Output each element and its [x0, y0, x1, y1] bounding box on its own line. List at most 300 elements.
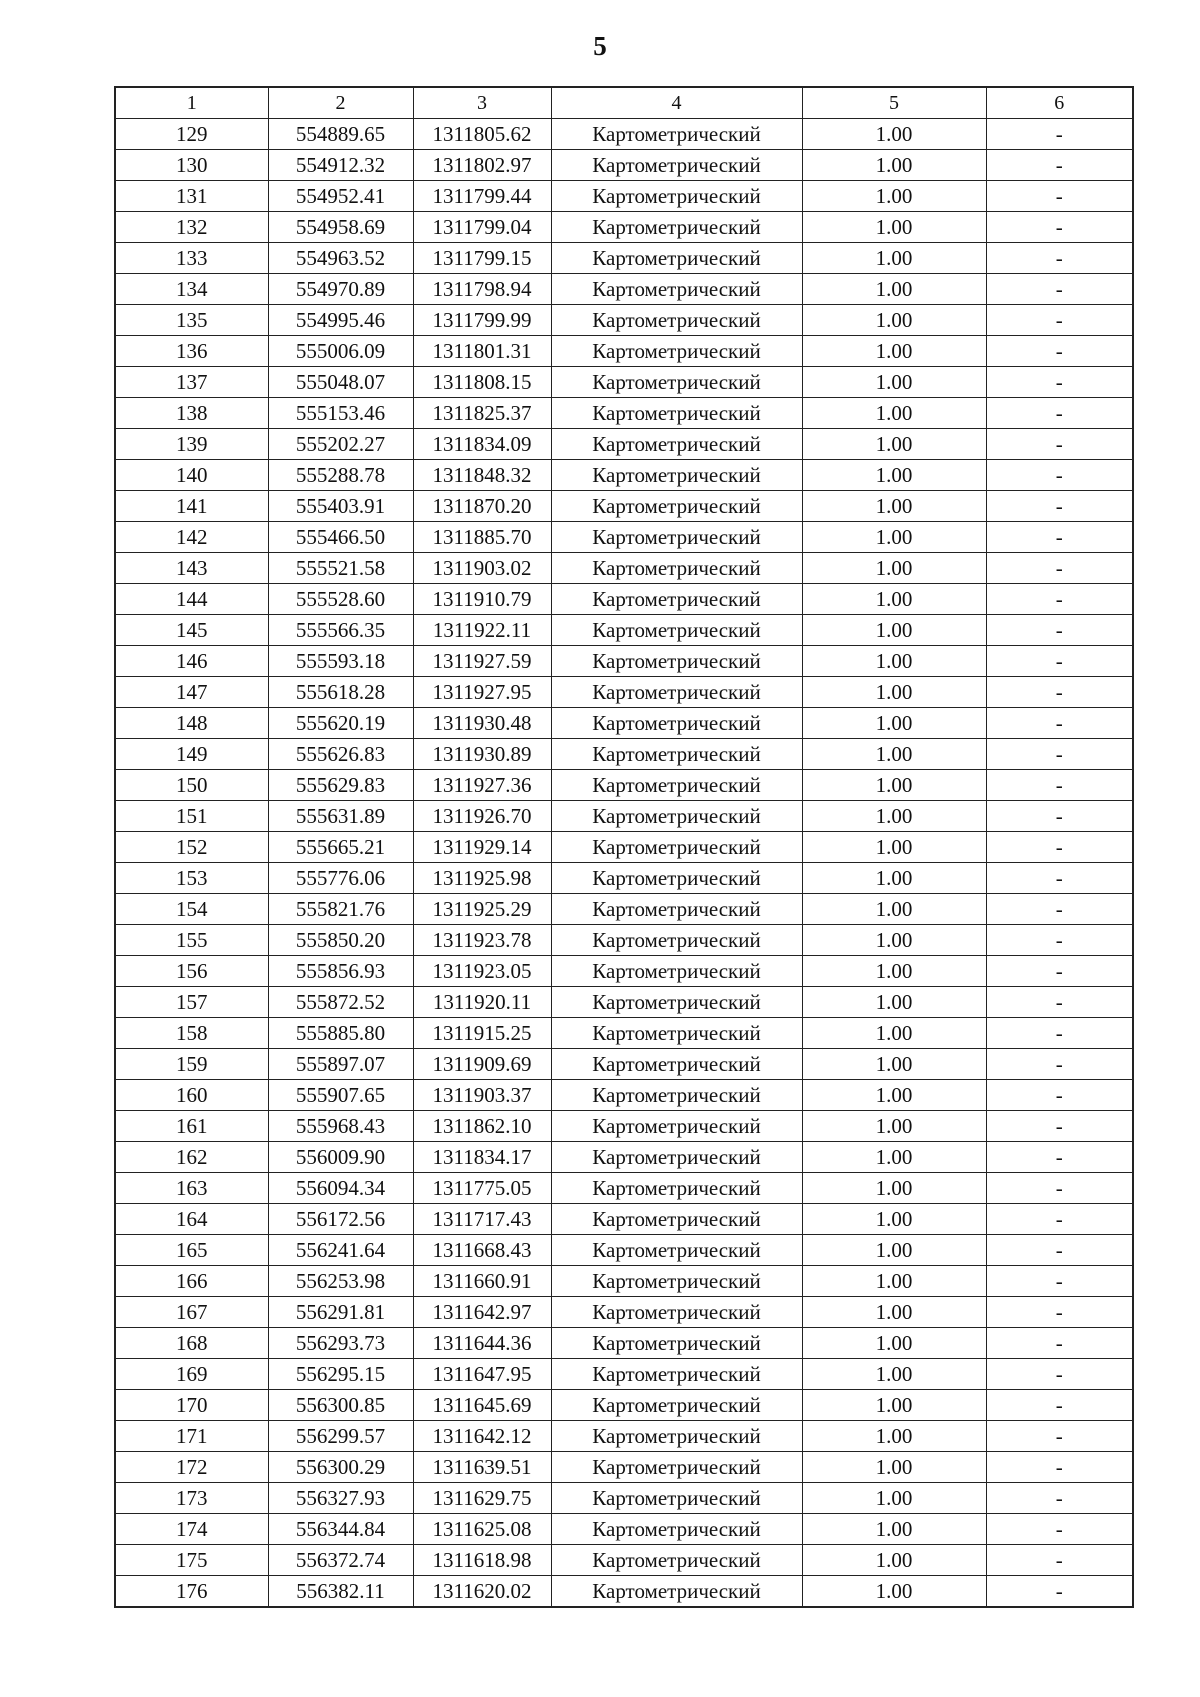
y-coordinate-cell: 1311799.44 [413, 181, 551, 212]
point-number-cell: 152 [115, 832, 268, 863]
accuracy-cell: 1.00 [802, 987, 986, 1018]
method-cell: Картометрический [551, 646, 802, 677]
method-cell: Картометрический [551, 1204, 802, 1235]
description-cell: - [986, 770, 1133, 801]
point-number-cell: 132 [115, 212, 268, 243]
description-cell: - [986, 1297, 1133, 1328]
method-cell: Картометрический [551, 615, 802, 646]
header-row [115, 87, 1133, 119]
table-row [115, 460, 1133, 491]
y-coordinate-cell: 1311660.91 [413, 1266, 551, 1297]
accuracy-cell: 1.00 [802, 1359, 986, 1390]
table-row [115, 1452, 1133, 1483]
table-header [115, 87, 1133, 119]
table-row [115, 1111, 1133, 1142]
y-coordinate-cell: 1311922.11 [413, 615, 551, 646]
description-cell: - [986, 1483, 1133, 1514]
table-row [115, 1142, 1133, 1173]
table-row [115, 615, 1133, 646]
description-cell: - [986, 1266, 1133, 1297]
table-row [115, 801, 1133, 832]
point-number-cell: 173 [115, 1483, 268, 1514]
table-row [115, 212, 1133, 243]
x-coordinate-cell: 556327.93 [268, 1483, 413, 1514]
x-coordinate-cell: 555620.19 [268, 708, 413, 739]
y-coordinate-cell: 1311834.09 [413, 429, 551, 460]
column-header-5: 5 [802, 87, 986, 119]
table-row [115, 925, 1133, 956]
accuracy-cell: 1.00 [802, 956, 986, 987]
x-coordinate-cell: 555631.89 [268, 801, 413, 832]
table-row [115, 1080, 1133, 1111]
description-cell: - [986, 925, 1133, 956]
point-number-cell: 129 [115, 119, 268, 150]
x-coordinate-cell: 555629.83 [268, 770, 413, 801]
description-cell: - [986, 801, 1133, 832]
point-number-cell: 156 [115, 956, 268, 987]
y-coordinate-cell: 1311834.17 [413, 1142, 551, 1173]
y-coordinate-cell: 1311647.95 [413, 1359, 551, 1390]
y-coordinate-cell: 1311927.95 [413, 677, 551, 708]
y-coordinate-cell: 1311910.79 [413, 584, 551, 615]
point-number-cell: 139 [115, 429, 268, 460]
table-row [115, 336, 1133, 367]
description-cell: - [986, 398, 1133, 429]
accuracy-cell: 1.00 [802, 553, 986, 584]
table-row [115, 646, 1133, 677]
accuracy-cell: 1.00 [802, 1390, 986, 1421]
accuracy-cell: 1.00 [802, 801, 986, 832]
y-coordinate-cell: 1311923.05 [413, 956, 551, 987]
method-cell: Картометрический [551, 274, 802, 305]
description-cell: - [986, 1328, 1133, 1359]
point-number-cell: 168 [115, 1328, 268, 1359]
x-coordinate-cell: 556009.90 [268, 1142, 413, 1173]
y-coordinate-cell: 1311775.05 [413, 1173, 551, 1204]
x-coordinate-cell: 555566.35 [268, 615, 413, 646]
point-number-cell: 169 [115, 1359, 268, 1390]
method-cell: Картометрический [551, 863, 802, 894]
table-row [115, 1390, 1133, 1421]
x-coordinate-cell: 554970.89 [268, 274, 413, 305]
description-cell: - [986, 119, 1133, 150]
x-coordinate-cell: 556291.81 [268, 1297, 413, 1328]
x-coordinate-cell: 555897.07 [268, 1049, 413, 1080]
point-number-cell: 146 [115, 646, 268, 677]
table-row [115, 367, 1133, 398]
description-cell: - [986, 677, 1133, 708]
accuracy-cell: 1.00 [802, 894, 986, 925]
point-number-cell: 133 [115, 243, 268, 274]
description-cell: - [986, 212, 1133, 243]
y-coordinate-cell: 1311920.11 [413, 987, 551, 1018]
table-row [115, 274, 1133, 305]
description-cell: - [986, 1018, 1133, 1049]
description-cell: - [986, 1111, 1133, 1142]
y-coordinate-cell: 1311639.51 [413, 1452, 551, 1483]
column-header-4: 4 [551, 87, 802, 119]
description-cell: - [986, 429, 1133, 460]
y-coordinate-cell: 1311798.94 [413, 274, 551, 305]
description-cell: - [986, 1452, 1133, 1483]
x-coordinate-cell: 555626.83 [268, 739, 413, 770]
accuracy-cell: 1.00 [802, 429, 986, 460]
y-coordinate-cell: 1311717.43 [413, 1204, 551, 1235]
accuracy-cell: 1.00 [802, 739, 986, 770]
method-cell: Картометрический [551, 584, 802, 615]
accuracy-cell: 1.00 [802, 832, 986, 863]
point-number-cell: 172 [115, 1452, 268, 1483]
table-row [115, 1204, 1133, 1235]
description-cell: - [986, 832, 1133, 863]
point-number-cell: 167 [115, 1297, 268, 1328]
y-coordinate-cell: 1311625.08 [413, 1514, 551, 1545]
point-number-cell: 150 [115, 770, 268, 801]
y-coordinate-cell: 1311618.98 [413, 1545, 551, 1576]
accuracy-cell: 1.00 [802, 1328, 986, 1359]
description-cell: - [986, 522, 1133, 553]
x-coordinate-cell: 555006.09 [268, 336, 413, 367]
y-coordinate-cell: 1311799.99 [413, 305, 551, 336]
method-cell: Картометрический [551, 181, 802, 212]
point-number-cell: 142 [115, 522, 268, 553]
table-row [115, 491, 1133, 522]
table-row [115, 832, 1133, 863]
method-cell: Картометрический [551, 956, 802, 987]
x-coordinate-cell: 556344.84 [268, 1514, 413, 1545]
method-cell: Картометрический [551, 1483, 802, 1514]
x-coordinate-cell: 554952.41 [268, 181, 413, 212]
point-number-cell: 174 [115, 1514, 268, 1545]
method-cell: Картометрический [551, 243, 802, 274]
method-cell: Картометрический [551, 1266, 802, 1297]
accuracy-cell: 1.00 [802, 274, 986, 305]
method-cell: Картометрический [551, 1390, 802, 1421]
x-coordinate-cell: 555403.91 [268, 491, 413, 522]
accuracy-cell: 1.00 [802, 1142, 986, 1173]
y-coordinate-cell: 1311927.59 [413, 646, 551, 677]
y-coordinate-cell: 1311923.78 [413, 925, 551, 956]
accuracy-cell: 1.00 [802, 367, 986, 398]
point-number-cell: 166 [115, 1266, 268, 1297]
description-cell: - [986, 460, 1133, 491]
point-number-cell: 145 [115, 615, 268, 646]
accuracy-cell: 1.00 [802, 522, 986, 553]
accuracy-cell: 1.00 [802, 181, 986, 212]
method-cell: Картометрический [551, 1111, 802, 1142]
x-coordinate-cell: 554995.46 [268, 305, 413, 336]
method-cell: Картометрический [551, 522, 802, 553]
table-row [115, 1173, 1133, 1204]
y-coordinate-cell: 1311925.98 [413, 863, 551, 894]
table-row [115, 863, 1133, 894]
y-coordinate-cell: 1311644.36 [413, 1328, 551, 1359]
point-number-cell: 130 [115, 150, 268, 181]
accuracy-cell: 1.00 [802, 491, 986, 522]
point-number-cell: 170 [115, 1390, 268, 1421]
x-coordinate-cell: 555872.52 [268, 987, 413, 1018]
point-number-cell: 159 [115, 1049, 268, 1080]
point-number-cell: 160 [115, 1080, 268, 1111]
method-cell: Картометрический [551, 212, 802, 243]
accuracy-cell: 1.00 [802, 460, 986, 491]
description-cell: - [986, 336, 1133, 367]
y-coordinate-cell: 1311848.32 [413, 460, 551, 491]
method-cell: Картометрический [551, 1328, 802, 1359]
point-number-cell: 157 [115, 987, 268, 1018]
point-number-cell: 171 [115, 1421, 268, 1452]
method-cell: Картометрический [551, 491, 802, 522]
table-row [115, 1235, 1133, 1266]
description-cell: - [986, 1545, 1133, 1576]
accuracy-cell: 1.00 [802, 150, 986, 181]
y-coordinate-cell: 1311799.15 [413, 243, 551, 274]
accuracy-cell: 1.00 [802, 1545, 986, 1576]
table-row [115, 956, 1133, 987]
point-number-cell: 163 [115, 1173, 268, 1204]
accuracy-cell: 1.00 [802, 646, 986, 677]
point-number-cell: 140 [115, 460, 268, 491]
y-coordinate-cell: 1311915.25 [413, 1018, 551, 1049]
description-cell: - [986, 274, 1133, 305]
method-cell: Картометрический [551, 150, 802, 181]
x-coordinate-cell: 555850.20 [268, 925, 413, 956]
x-coordinate-cell: 555048.07 [268, 367, 413, 398]
method-cell: Картометрический [551, 1359, 802, 1390]
table-body [115, 119, 1133, 1608]
method-cell: Картометрический [551, 677, 802, 708]
x-coordinate-cell: 554958.69 [268, 212, 413, 243]
method-cell: Картометрический [551, 1514, 802, 1545]
table-row [115, 1483, 1133, 1514]
description-cell: - [986, 553, 1133, 584]
table-row [115, 1328, 1133, 1359]
table-row [115, 584, 1133, 615]
description-cell: - [986, 863, 1133, 894]
method-cell: Картометрический [551, 1576, 802, 1608]
description-cell: - [986, 739, 1133, 770]
y-coordinate-cell: 1311930.48 [413, 708, 551, 739]
point-number-cell: 141 [115, 491, 268, 522]
method-cell: Картометрический [551, 801, 802, 832]
description-cell: - [986, 646, 1133, 677]
point-number-cell: 148 [115, 708, 268, 739]
method-cell: Картометрический [551, 925, 802, 956]
table-row [115, 1018, 1133, 1049]
accuracy-cell: 1.00 [802, 336, 986, 367]
description-cell: - [986, 987, 1133, 1018]
accuracy-cell: 1.00 [802, 1452, 986, 1483]
point-number-cell: 161 [115, 1111, 268, 1142]
x-coordinate-cell: 555618.28 [268, 677, 413, 708]
method-cell: Картометрический [551, 429, 802, 460]
y-coordinate-cell: 1311929.14 [413, 832, 551, 863]
method-cell: Картометрический [551, 894, 802, 925]
point-number-cell: 131 [115, 181, 268, 212]
accuracy-cell: 1.00 [802, 1266, 986, 1297]
table-row [115, 429, 1133, 460]
method-cell: Картометрический [551, 1452, 802, 1483]
x-coordinate-cell: 555153.46 [268, 398, 413, 429]
y-coordinate-cell: 1311909.69 [413, 1049, 551, 1080]
table-row [115, 770, 1133, 801]
table-row [115, 987, 1133, 1018]
point-number-cell: 164 [115, 1204, 268, 1235]
accuracy-cell: 1.00 [802, 1018, 986, 1049]
x-coordinate-cell: 554889.65 [268, 119, 413, 150]
method-cell: Картометрический [551, 708, 802, 739]
accuracy-cell: 1.00 [802, 1173, 986, 1204]
method-cell: Картометрический [551, 336, 802, 367]
method-cell: Картометрический [551, 832, 802, 863]
method-cell: Картометрический [551, 398, 802, 429]
description-cell: - [986, 1080, 1133, 1111]
y-coordinate-cell: 1311808.15 [413, 367, 551, 398]
method-cell: Картометрический [551, 367, 802, 398]
x-coordinate-cell: 556253.98 [268, 1266, 413, 1297]
x-coordinate-cell: 556293.73 [268, 1328, 413, 1359]
table-row [115, 181, 1133, 212]
x-coordinate-cell: 555202.27 [268, 429, 413, 460]
table-row [115, 1359, 1133, 1390]
accuracy-cell: 1.00 [802, 1483, 986, 1514]
x-coordinate-cell: 556382.11 [268, 1576, 413, 1608]
table-row [115, 553, 1133, 584]
accuracy-cell: 1.00 [802, 1235, 986, 1266]
table-row [115, 398, 1133, 429]
accuracy-cell: 1.00 [802, 119, 986, 150]
y-coordinate-cell: 1311629.75 [413, 1483, 551, 1514]
x-coordinate-cell: 555821.76 [268, 894, 413, 925]
x-coordinate-cell: 556094.34 [268, 1173, 413, 1204]
point-number-cell: 137 [115, 367, 268, 398]
table-row [115, 150, 1133, 181]
point-number-cell: 175 [115, 1545, 268, 1576]
method-cell: Картометрический [551, 1080, 802, 1111]
y-coordinate-cell: 1311903.37 [413, 1080, 551, 1111]
point-number-cell: 144 [115, 584, 268, 615]
x-coordinate-cell: 554963.52 [268, 243, 413, 274]
table-row [115, 119, 1133, 150]
description-cell: - [986, 150, 1133, 181]
accuracy-cell: 1.00 [802, 212, 986, 243]
y-coordinate-cell: 1311642.12 [413, 1421, 551, 1452]
description-cell: - [986, 1390, 1133, 1421]
method-cell: Картометрический [551, 1142, 802, 1173]
accuracy-cell: 1.00 [802, 677, 986, 708]
accuracy-cell: 1.00 [802, 1204, 986, 1235]
x-coordinate-cell: 556241.64 [268, 1235, 413, 1266]
x-coordinate-cell: 555288.78 [268, 460, 413, 491]
x-coordinate-cell: 555776.06 [268, 863, 413, 894]
point-number-cell: 134 [115, 274, 268, 305]
coordinates-table [114, 86, 1134, 1608]
description-cell: - [986, 956, 1133, 987]
accuracy-cell: 1.00 [802, 708, 986, 739]
point-number-cell: 135 [115, 305, 268, 336]
point-number-cell: 147 [115, 677, 268, 708]
x-coordinate-cell: 555885.80 [268, 1018, 413, 1049]
y-coordinate-cell: 1311862.10 [413, 1111, 551, 1142]
y-coordinate-cell: 1311799.04 [413, 212, 551, 243]
table-row [115, 243, 1133, 274]
method-cell: Картометрический [551, 553, 802, 584]
x-coordinate-cell: 556172.56 [268, 1204, 413, 1235]
description-cell: - [986, 894, 1133, 925]
point-number-cell: 165 [115, 1235, 268, 1266]
description-cell: - [986, 1576, 1133, 1608]
y-coordinate-cell: 1311925.29 [413, 894, 551, 925]
point-number-cell: 153 [115, 863, 268, 894]
table-row [115, 305, 1133, 336]
x-coordinate-cell: 554912.32 [268, 150, 413, 181]
y-coordinate-cell: 1311926.70 [413, 801, 551, 832]
accuracy-cell: 1.00 [802, 584, 986, 615]
x-coordinate-cell: 555528.60 [268, 584, 413, 615]
description-cell: - [986, 615, 1133, 646]
y-coordinate-cell: 1311885.70 [413, 522, 551, 553]
description-cell: - [986, 1142, 1133, 1173]
method-cell: Картометрический [551, 1545, 802, 1576]
table-row [115, 1576, 1133, 1608]
description-cell: - [986, 584, 1133, 615]
method-cell: Картометрический [551, 1049, 802, 1080]
y-coordinate-cell: 1311801.31 [413, 336, 551, 367]
table-row [115, 1545, 1133, 1576]
method-cell: Картометрический [551, 987, 802, 1018]
table-row [115, 1266, 1133, 1297]
y-coordinate-cell: 1311805.62 [413, 119, 551, 150]
accuracy-cell: 1.00 [802, 863, 986, 894]
method-cell: Картометрический [551, 460, 802, 491]
table-row [115, 1049, 1133, 1080]
table-row [115, 739, 1133, 770]
method-cell: Картометрический [551, 1421, 802, 1452]
point-number-cell: 176 [115, 1576, 268, 1608]
accuracy-cell: 1.00 [802, 1049, 986, 1080]
y-coordinate-cell: 1311930.89 [413, 739, 551, 770]
description-cell: - [986, 1204, 1133, 1235]
y-coordinate-cell: 1311825.37 [413, 398, 551, 429]
y-coordinate-cell: 1311620.02 [413, 1576, 551, 1608]
point-number-cell: 158 [115, 1018, 268, 1049]
description-cell: - [986, 1173, 1133, 1204]
point-number-cell: 136 [115, 336, 268, 367]
y-coordinate-cell: 1311927.36 [413, 770, 551, 801]
description-cell: - [986, 1421, 1133, 1452]
description-cell: - [986, 1235, 1133, 1266]
accuracy-cell: 1.00 [802, 305, 986, 336]
x-coordinate-cell: 555593.18 [268, 646, 413, 677]
x-coordinate-cell: 556300.85 [268, 1390, 413, 1421]
description-cell: - [986, 1359, 1133, 1390]
accuracy-cell: 1.00 [802, 1297, 986, 1328]
accuracy-cell: 1.00 [802, 615, 986, 646]
y-coordinate-cell: 1311645.69 [413, 1390, 551, 1421]
table-row [115, 1514, 1133, 1545]
page-number: 5 [593, 31, 607, 61]
accuracy-cell: 1.00 [802, 925, 986, 956]
accuracy-cell: 1.00 [802, 1576, 986, 1608]
column-header-6: 6 [986, 87, 1133, 119]
accuracy-cell: 1.00 [802, 1111, 986, 1142]
point-number-cell: 138 [115, 398, 268, 429]
method-cell: Картометрический [551, 1235, 802, 1266]
column-header-3: 3 [413, 87, 551, 119]
accuracy-cell: 1.00 [802, 1421, 986, 1452]
x-coordinate-cell: 556300.29 [268, 1452, 413, 1483]
x-coordinate-cell: 556299.57 [268, 1421, 413, 1452]
